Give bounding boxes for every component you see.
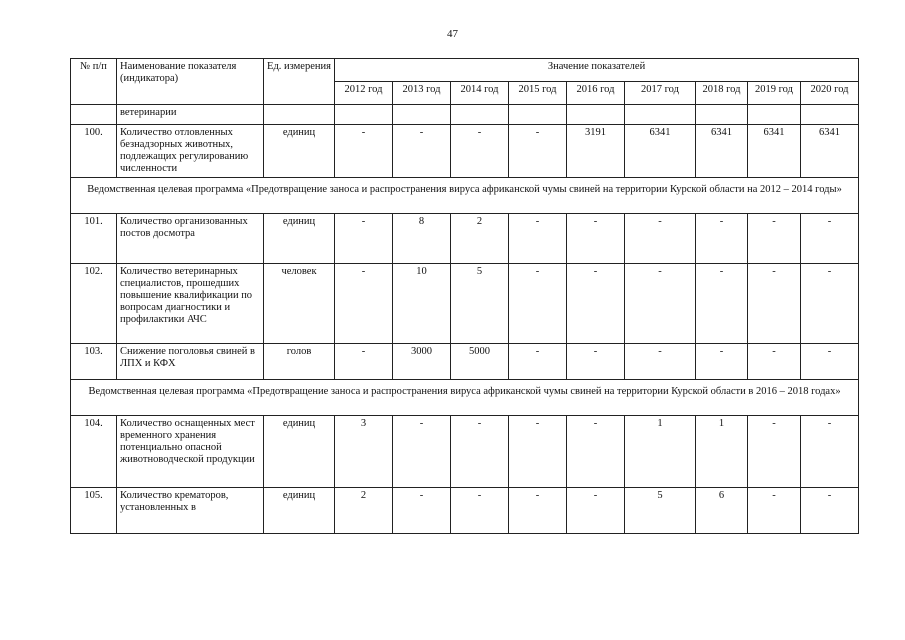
- value-cell: -: [451, 488, 509, 534]
- program-row: [71, 380, 859, 416]
- value-cell: -: [509, 344, 567, 380]
- program-title: Ведомственная целевая программа «Предотвращение заноса и распространения вируса африканской чумы свиней на территории Курской области на 2012 – 2014 годы»: [71, 178, 859, 214]
- value-cell: -: [393, 416, 451, 488]
- year-header: 2017 год: [625, 82, 696, 105]
- value-cell: -: [748, 214, 801, 264]
- table-row: [71, 105, 859, 125]
- value-cell: -: [801, 344, 859, 380]
- value-cell: 3: [335, 416, 393, 488]
- unit-cell: человек: [264, 264, 335, 344]
- year-header: 2020 год: [801, 82, 859, 105]
- year-header: 2015 год: [509, 82, 567, 105]
- row-number: 100.: [71, 125, 117, 178]
- row-number: 102.: [71, 264, 117, 344]
- value-cell: -: [509, 214, 567, 264]
- value-cell: -: [625, 264, 696, 344]
- value-cell: -: [748, 344, 801, 380]
- row-number: 103.: [71, 344, 117, 380]
- table-row: [71, 125, 859, 178]
- indicator-name: Снижение поголовья свиней в ЛПХ и КФХ: [117, 344, 264, 380]
- value-cell: -: [567, 264, 625, 344]
- value-cell: 5000: [451, 344, 509, 380]
- value-cell: [801, 105, 859, 125]
- indicator-name: Количество оснащенных мест временного хранения потенциально опасной животноводческой продукции: [117, 416, 264, 488]
- row-number: 104.: [71, 416, 117, 488]
- row-number: 101.: [71, 214, 117, 264]
- indicator-name: Количество организованных постов досмотра: [117, 214, 264, 264]
- value-cell: -: [509, 416, 567, 488]
- value-cell: -: [393, 125, 451, 178]
- unit-cell: голов: [264, 344, 335, 380]
- program-row: [71, 178, 859, 214]
- value-cell: -: [335, 214, 393, 264]
- value-cell: 8: [393, 214, 451, 264]
- value-cell: 6: [696, 488, 748, 534]
- value-cell: 10: [393, 264, 451, 344]
- value-cell: 2: [451, 214, 509, 264]
- value-cell: [335, 105, 393, 125]
- value-cell: -: [567, 344, 625, 380]
- value-cell: -: [748, 264, 801, 344]
- unit-cell: единиц: [264, 488, 335, 534]
- value-cell: -: [696, 264, 748, 344]
- value-cell: -: [451, 416, 509, 488]
- value-cell: 6341: [625, 125, 696, 178]
- indicator-name: Количество ветеринарных специалистов, прошедших повышение квалификации по вопросам диагностики и профилактики АЧС: [117, 264, 264, 344]
- value-cell: -: [393, 488, 451, 534]
- indicator-name: Количество крематоров, установленных в: [117, 488, 264, 534]
- value-cell: -: [625, 344, 696, 380]
- year-header: 2018 год: [696, 82, 748, 105]
- value-cell: -: [801, 416, 859, 488]
- value-cell: 6341: [696, 125, 748, 178]
- value-cell: -: [567, 488, 625, 534]
- indicator-name: Количество отловленных безнадзорных животных, подлежащих регулированию численности: [117, 125, 264, 178]
- value-cell: [696, 105, 748, 125]
- table-row: [71, 344, 859, 380]
- value-cell: -: [335, 125, 393, 178]
- program-title: Ведомственная целевая программа «Предотвращение заноса и распространения вируса африканской чумы свиней на территории Курской области в 2016 – 2018 годах»: [71, 380, 859, 416]
- value-cell: [509, 105, 567, 125]
- page-number: 47: [447, 28, 458, 40]
- value-cell: -: [509, 488, 567, 534]
- value-cell: -: [335, 264, 393, 344]
- value-cell: [748, 105, 801, 125]
- year-header: 2012 год: [335, 82, 393, 105]
- value-cell: -: [748, 488, 801, 534]
- unit-cell: единиц: [264, 214, 335, 264]
- table-row: [71, 416, 859, 488]
- header-unit: Ед. измерения: [264, 59, 335, 105]
- table-row: [71, 488, 859, 534]
- value-cell: [567, 105, 625, 125]
- value-cell: -: [801, 214, 859, 264]
- year-header: 2013 год: [393, 82, 451, 105]
- value-cell: 5: [451, 264, 509, 344]
- value-cell: -: [801, 488, 859, 534]
- value-cell: [625, 105, 696, 125]
- indicators-table: [70, 58, 859, 534]
- table-body: [71, 105, 859, 534]
- unit-cell: [264, 105, 335, 125]
- unit-cell: единиц: [264, 125, 335, 178]
- value-cell: -: [509, 125, 567, 178]
- value-cell: -: [451, 125, 509, 178]
- value-cell: [451, 105, 509, 125]
- value-cell: 5: [625, 488, 696, 534]
- value-cell: -: [748, 416, 801, 488]
- unit-cell: единиц: [264, 416, 335, 488]
- value-cell: -: [509, 264, 567, 344]
- value-cell: -: [801, 264, 859, 344]
- value-cell: 2: [335, 488, 393, 534]
- value-cell: -: [696, 214, 748, 264]
- value-cell: 3191: [567, 125, 625, 178]
- header-num: № п/п: [71, 59, 117, 105]
- table-row: [71, 264, 859, 344]
- table-row: [71, 214, 859, 264]
- value-cell: -: [696, 344, 748, 380]
- value-cell: 1: [696, 416, 748, 488]
- value-cell: [393, 105, 451, 125]
- header-values: Значение показателей: [335, 59, 859, 82]
- year-header: 2014 год: [451, 82, 509, 105]
- row-number: 105.: [71, 488, 117, 534]
- value-cell: 1: [625, 416, 696, 488]
- year-header: 2016 год: [567, 82, 625, 105]
- value-cell: 6341: [748, 125, 801, 178]
- year-header: 2019 год: [748, 82, 801, 105]
- indicator-name: ветеринарии: [117, 105, 264, 125]
- value-cell: -: [335, 344, 393, 380]
- value-cell: -: [567, 416, 625, 488]
- header-name: Наименование показателя (индикатора): [117, 59, 264, 105]
- value-cell: 6341: [801, 125, 859, 178]
- row-number: [71, 105, 117, 125]
- value-cell: 3000: [393, 344, 451, 380]
- value-cell: -: [567, 214, 625, 264]
- value-cell: -: [625, 214, 696, 264]
